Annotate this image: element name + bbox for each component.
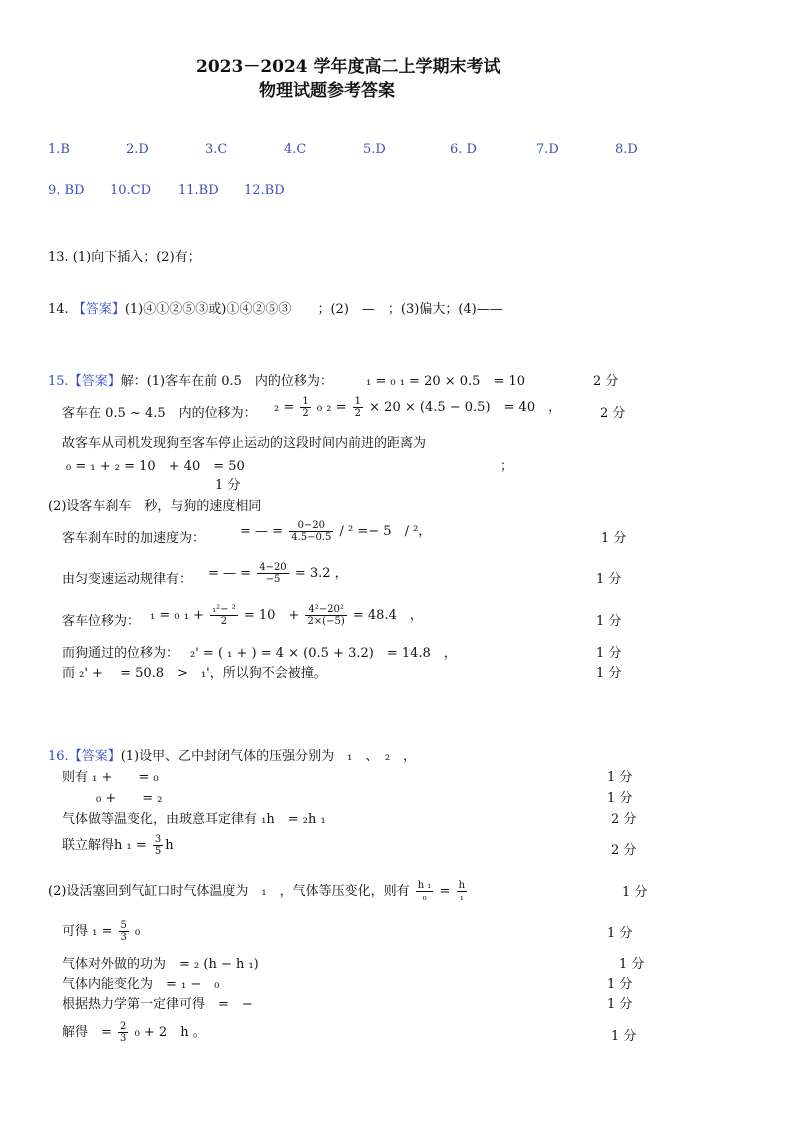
eq-part: ₀ [135, 924, 141, 939]
numerator: h [458, 880, 466, 891]
score: 1 分 [596, 646, 622, 661]
fraction [457, 880, 467, 903]
denominator: 2 [302, 408, 309, 419]
numerator: 2 [120, 1021, 127, 1032]
q13-answer: 13. (1)向下插入；(2)有； [48, 250, 201, 265]
choice-answer: 12.BD [244, 183, 285, 198]
q16-answer-tag: 【答案】 [68, 749, 121, 764]
eq-part: 联立解得h ₁ = [62, 838, 147, 853]
denominator: 3 [120, 1033, 127, 1044]
eq-part: ₂ = [274, 400, 295, 415]
q15-line7-equation [208, 562, 348, 585]
eq-part: / ² =− 5 / ²， [339, 524, 432, 539]
q15-number: 15. [48, 374, 69, 389]
choice-answer: 11.BD [178, 183, 219, 198]
numerator: 3 [154, 834, 162, 845]
eq-part: ₀ + 2 h 。 [134, 1025, 206, 1040]
score: 1 分 [619, 957, 645, 972]
choice-answer: 4.C [284, 142, 307, 157]
score: 1 分 [215, 478, 241, 493]
choice-answer: 6. D [450, 142, 477, 157]
q16-line1-text: (1)设甲、乙中封闭气体的压强分别为 ₁ 、 ₂ ， [120, 749, 417, 764]
eq-part: ₀ ₂ = [316, 400, 347, 415]
eq-part: = — = [240, 524, 284, 539]
score: 1 分 [607, 926, 633, 941]
denominator: ₁ [459, 892, 464, 903]
denominator: −5 [265, 574, 281, 585]
q16-line11 [62, 1021, 206, 1044]
choice-answer: 9. BD [48, 183, 85, 198]
eq-part: × 20 × (4.5 − 0.5) = 40 ， [369, 400, 562, 415]
eq-part: = 3.2 ， [294, 566, 348, 581]
eq-part: = 48.4 ， [352, 608, 423, 623]
denominator: 2 [220, 616, 228, 627]
fraction [210, 604, 238, 627]
q16-line7 [62, 920, 140, 943]
q15-line8-text: 客车位移为： [62, 614, 141, 629]
eq-part: = [439, 884, 451, 899]
q15-line5: (2)设客车刹车 秒，与狗的速度相同 [48, 499, 262, 514]
exam-title: 2023－2024 学年度高二上学期末考试 [196, 57, 501, 77]
score: 2 分 [600, 406, 626, 421]
q15-line9-text: 而狗通过的位移为： [62, 646, 180, 661]
q15-line4: ₀ = ₁ + ₂ = 10 + 40 = 50 [66, 459, 245, 474]
eq-part: (2)设活塞回到气缸口时气体温度为 ₁ ，气体等压变化，则有 [48, 884, 410, 899]
q15-line4-semicolon: ； [500, 459, 514, 474]
choice-answer: 2.D [126, 142, 149, 157]
eq-part: h [165, 838, 174, 853]
q15-line10: 而 ₂' + = 50.8 > ₁'，所以狗不会被撞。 [62, 666, 327, 681]
q15-line6-equation [240, 520, 431, 543]
numerator: ₁²− ² [212, 604, 236, 615]
score: 2 分 [611, 812, 637, 827]
q15-line6-text: 客车刹车时的加速度为： [62, 531, 206, 546]
q15-line2-equation [274, 396, 561, 419]
score: 2 分 [593, 374, 619, 389]
score: 1 分 [622, 885, 648, 900]
score: 1 分 [607, 977, 633, 992]
fraction [118, 1021, 128, 1044]
q15-answer-tag: 【答案】 [68, 374, 121, 389]
fraction [153, 834, 163, 857]
q15-line1-equation: ₁ = ₀ ₁ = 20 × 0.5 = 10 [366, 374, 526, 389]
fraction [305, 604, 346, 627]
q15-line1-text: 解：(1)客车在前 0.5 内的位移为： [120, 374, 333, 389]
eq-part: ₁ = ₀ ₁ + [150, 608, 204, 623]
eq-part: 可得 ₁ = [62, 924, 113, 939]
q16-line1 [48, 745, 416, 764]
fraction [119, 920, 129, 943]
score: 1 分 [601, 531, 627, 546]
numerator: 4²−20² [305, 604, 346, 616]
denominator: 3 [120, 932, 127, 943]
denominator: 4.5−0.5 [291, 532, 332, 543]
q15-line3: 故客车从司机发现狗至客车停止运动的这段时间内前进的距离为 [62, 436, 427, 451]
q15-line7-text: 由匀变速运动规律有： [62, 572, 193, 587]
numerator: 5 [120, 920, 127, 931]
score: 1 分 [611, 1029, 637, 1044]
q15-line8-equation [150, 604, 423, 627]
score: 2 分 [611, 843, 637, 858]
numerator: 1 [354, 396, 362, 407]
q14-answer-tag: 【答案】 [72, 302, 125, 317]
choice-answer: 1.B [48, 142, 70, 157]
score: 1 分 [607, 997, 633, 1012]
denominator: 2×(−5) [307, 616, 345, 627]
fraction [300, 396, 310, 419]
numerator: h ₁ [417, 880, 432, 891]
q15-line9-equation: ₂' = ( ₁ + ) = 4 × (0.5 + 3.2) = 14.8 ， [190, 646, 457, 661]
q16-number: 16. [48, 749, 69, 764]
q16-line3: ₀ + = ₂ [96, 791, 163, 806]
q16-line4: 气体做等温变化，由玻意耳定律有 ₁h = ₂h ₁ [62, 812, 326, 827]
q16-line5 [62, 834, 174, 857]
score: 1 分 [607, 791, 633, 806]
q14-rest: ；(2) — ；(3)偏大；(4)—— [317, 302, 503, 317]
score: 1 分 [596, 666, 622, 681]
fraction [289, 520, 333, 543]
q14-answer [48, 298, 503, 317]
score: 1 分 [607, 770, 633, 785]
q16-line6 [48, 880, 469, 903]
q14-body: (1)④①②⑤③或)①④②⑤③ [124, 302, 292, 317]
choice-answer: 5.D [363, 142, 386, 157]
eq-part: = — = [208, 566, 252, 581]
choice-answer: 3.C [205, 142, 228, 157]
score: 1 分 [596, 614, 622, 629]
fraction [257, 562, 288, 585]
q16-line8: 气体对外做的功为 = ₂ (h − h ₁) [62, 957, 259, 972]
q14-number: 14. [48, 302, 69, 317]
q15-line1 [48, 370, 333, 389]
eq-part: 解得 = [62, 1025, 112, 1040]
numerator: 1 [302, 396, 309, 407]
q16-line10: 根据热力学第一定律可得 = − [62, 997, 253, 1012]
exam-subtitle: 物理试题参考答案 [259, 81, 395, 101]
choice-answer: 8.D [615, 142, 638, 157]
q16-line2: 则有 ₁ + = ₀ [62, 770, 159, 785]
q15-line2-text: 客车在 0.5 ~ 4.5 内的位移为： [62, 406, 257, 421]
score: 1 分 [596, 572, 622, 587]
numerator: 4−20 [259, 562, 287, 573]
denominator: ₀ [422, 892, 427, 903]
q16-line9: 气体内能变化为 = ₁ − ₀ [62, 977, 220, 992]
numerator: 0−20 [289, 520, 333, 532]
fraction [353, 396, 363, 419]
denominator: 2 [354, 408, 362, 419]
fraction [416, 880, 434, 903]
denominator: 5 [154, 846, 162, 857]
choice-answer: 10.CD [110, 183, 152, 198]
eq-part: = 10 + [243, 608, 300, 623]
choice-answer: 7.D [536, 142, 559, 157]
